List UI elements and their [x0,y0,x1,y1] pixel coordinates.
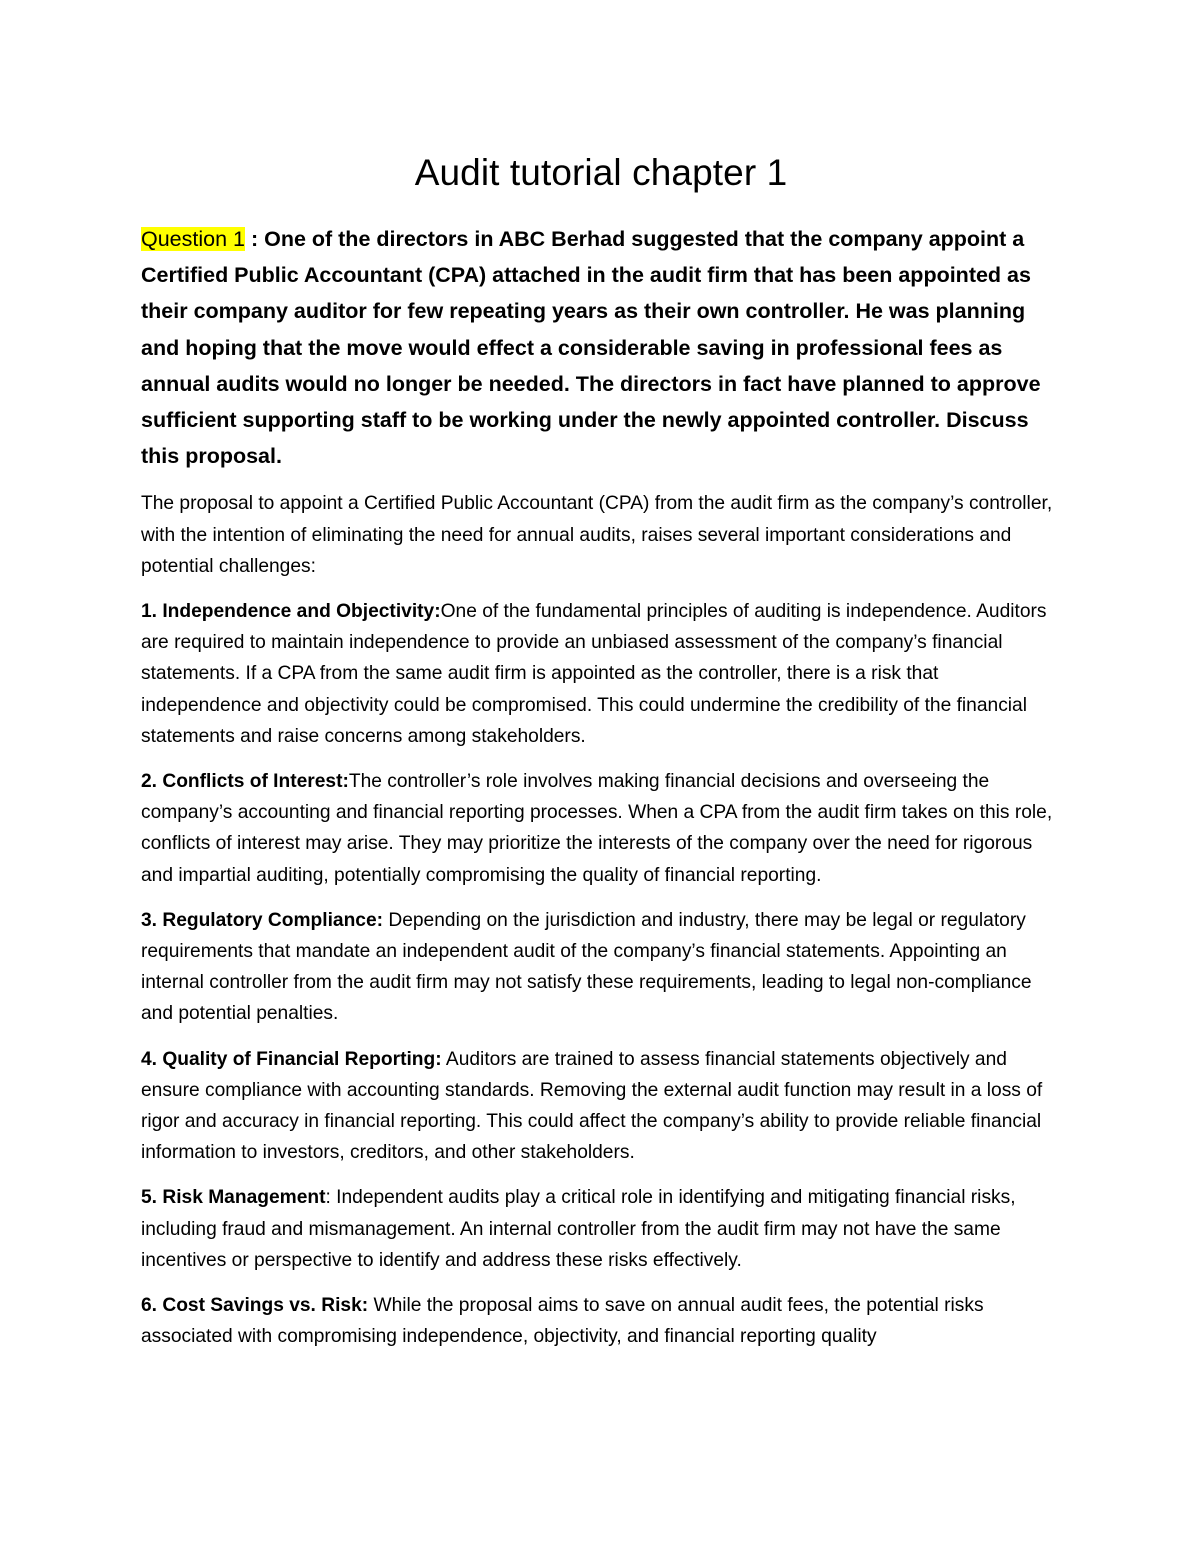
point-body: One of the fundamental principles of auditing is independence. Auditors are required to maintain independence to provide an unbiased assessment of the company’s financial statements. If a CPA from the same audit firm is appointed as the controller, there is a risk that independence and objectivity could be compromised. This could undermine the credibility of the financial statements and raise concerns among stakeholders. [141,601,1047,747]
point-body: Auditors are trained to assess financial statements objectively and ensure compliance with accounting standards. Removing the external audit function may result in a loss of rigor and accuracy in financial reporting. This could affect the company’s ability to provide reliable financial information to investors, creditors, and other stakeholders. [141,1048,1043,1164]
point-heading: 3. Regulatory Compliance: [141,909,384,931]
point-heading: 4. Quality of Financial Reporting: [141,1048,442,1070]
intro-paragraph: The proposal to appoint a Certified Public Accountant (CPA) from the audit firm as the company’s controller, with the intention of eliminating the need for annual audits, raises several important considerations and potential challenges: [141,493,1053,577]
question-label: Question 1 [141,227,245,251]
document-title: Audit tutorial chapter 1 [414,152,788,193]
point-paragraph [141,1182,1061,1276]
point-heading: 1. Independence and Objectivity: [141,601,441,623]
point-paragraph [141,905,1061,1030]
point-heading: 6. Cost Savings vs. Risk: [141,1295,369,1317]
document-page [141,145,1061,1367]
point-body: The controller’s role involves making financial decisions and overseeing the company’s accounting and financial reporting processes. When a CPA from the audit firm takes on this role, conflicts of interest may arise. They may prioritize the interests of the company over the need for rigorous and impartial auditing, potentially compromising the quality of financial reporting. [141,771,1053,886]
question-paragraph [141,221,1061,474]
point-body: : Independent audits play a critical role in identifying and mitigating financial risks, including fraud and mismanagement. An internal controller from the audit firm may not have the same incentives or perspective to identify and address these risks effectively. [141,1187,1016,1271]
question-separator: : [244,227,265,251]
point-paragraph [141,596,1061,752]
point-heading: 2. Conflicts of Interest: [141,771,349,793]
point-heading: 5. Risk Management [141,1187,326,1209]
point-paragraph [141,1044,1061,1169]
point-paragraph [141,766,1061,891]
point-body: While the proposal aims to save on annual audit fees, the potential risks associated with compromising independence, objectivity, and financial reporting quality [141,1295,984,1348]
question-text: One of the directors in ABC Berhad suggested that the company appoint a Certified Public Accountant (CPA) attached in the audit firm that has been appointed as their company auditor for few repeating years as their own controller. He was planning and hoping that the move would effect a considerable saving in professional fees as annual audits would no longer be needed. The directors in fact have planned to approve sufficient supporting staff to be working under the newly appointed controller. Discuss this proposal. [141,227,1041,469]
point-body: Depending on the jurisdiction and industry, there may be legal or regulatory requirements that mandate an independent audit of the company’s financial statements. Appointing an internal controller from the audit firm may not satisfy these requirements, leading to legal non-compliance and potential penalties. [141,909,1032,1025]
point-paragraph [141,1290,1061,1352]
